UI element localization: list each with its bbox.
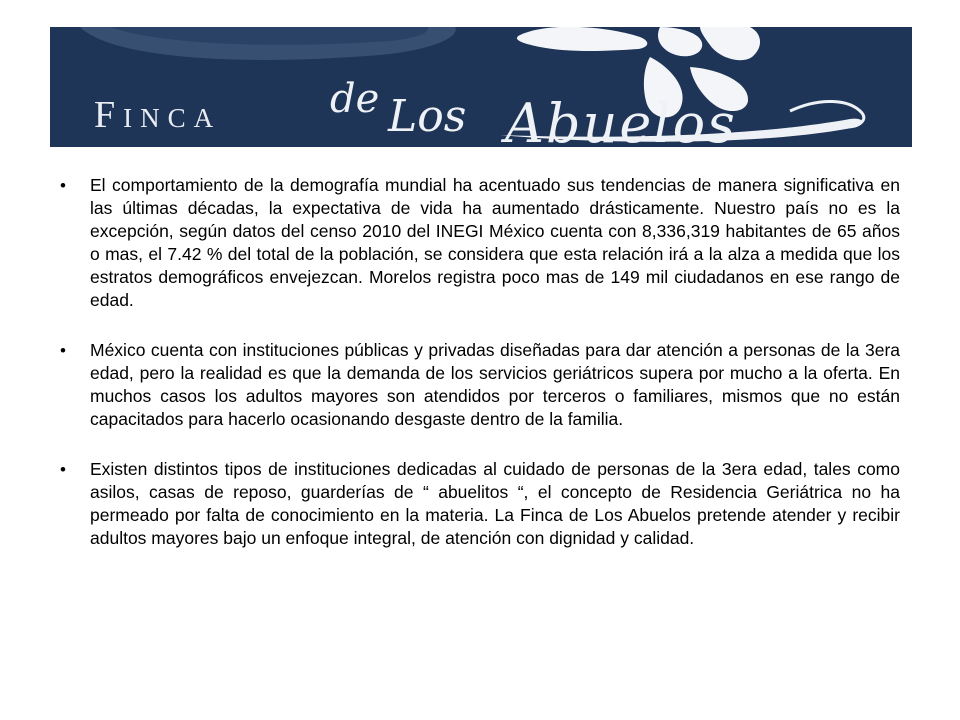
logo-word-de: de bbox=[330, 76, 380, 122]
paragraph-text: El comportamiento de la demografía mundial ha acentuado sus tendencias de manera significativa en las últimas décadas, la expectativa de vida ha aumentado drásticamente. Nuestro país no es la excepción, según datos del censo 2010 del INEGI México cuenta con 8,336,319 habitantes de 65 años o mas, el 7.42 % del total de la población, se considera que esta relación irá a la alza a medida que los estratos demográficos envejezcan. Morelos registra poco mas de 149 mil ciudadanos en ese rango de edad. bbox=[90, 175, 900, 310]
list-item bbox=[60, 174, 900, 312]
logo-finca-text: Finca bbox=[94, 94, 222, 136]
flower-petal-left bbox=[517, 27, 647, 51]
logo-word-finca bbox=[94, 91, 221, 135]
list-item bbox=[60, 339, 900, 431]
bullet-icon: • bbox=[60, 176, 66, 195]
flower-petal-top bbox=[658, 27, 702, 56]
bullet-icon: • bbox=[60, 460, 66, 479]
bullet-list bbox=[60, 174, 900, 577]
logo-word-los: Los bbox=[388, 91, 467, 142]
paragraph-text: México cuenta con instituciones públicas y privadas diseñadas para dar atención a personas de la 3era edad, pero la realidad es que la demanda de los servicios geriátricos supera por mucho a la oferta. En muchos casos los adultos mayores son atendidos por terceros o familiares, mismos que no están capacitados para hacerlo ocasionando desgaste dentro de la familia. bbox=[90, 340, 900, 429]
paragraph-text: Existen distintos tipos de instituciones dedicadas al cuidado de personas de la 3era edad, tales como asilos, casas de reposo, guarderías de “ abuelitos “, el concepto de Residencia Geriátrica no ha permeado por falta de conocimiento en la materia. La Finca de Los Abuelos pretende atender y recibir adultos mayores bajo un enfoque integral, de atención con dignidad y calidad. bbox=[90, 459, 900, 548]
header-banner bbox=[50, 27, 912, 147]
logo-word-abuelos: Abuelos bbox=[505, 92, 737, 147]
list-item bbox=[60, 458, 900, 550]
flower-petal-right bbox=[700, 27, 760, 60]
bullet-icon: • bbox=[60, 341, 66, 360]
